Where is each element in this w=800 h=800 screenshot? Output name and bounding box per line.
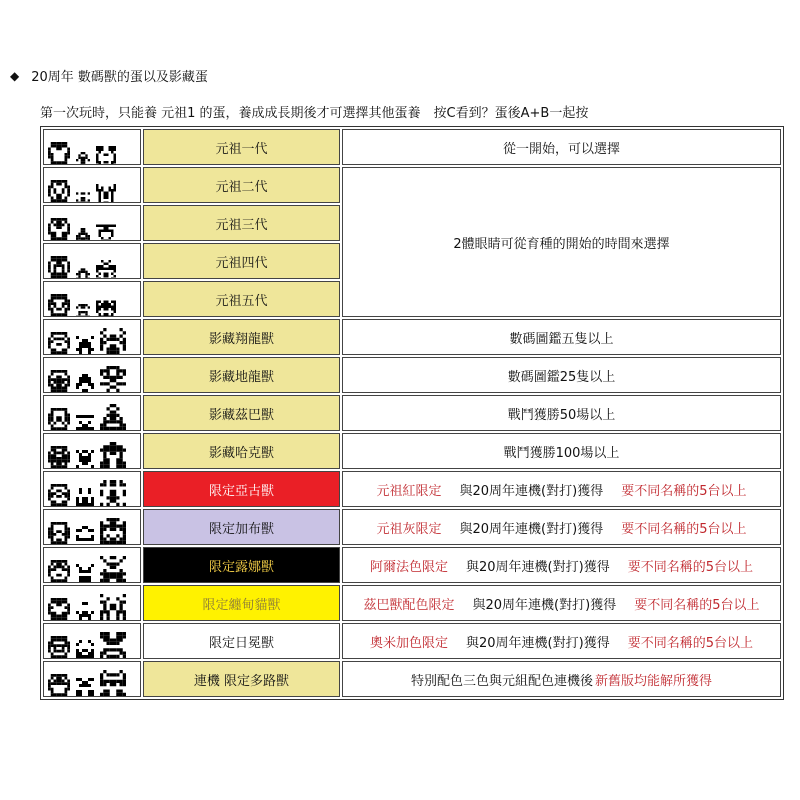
- color-limit: 阿爾法色限定: [370, 559, 449, 575]
- unlock-condition: [342, 661, 781, 697]
- egg-sprite-icon: [48, 674, 70, 696]
- in-training-digimon-icon: [96, 146, 116, 164]
- digimon-sprites: [44, 472, 140, 506]
- unlock-condition: 從一開始，可以選擇: [342, 129, 781, 165]
- sprite-cell: [43, 129, 141, 165]
- requirement: 要不同名稱的5台以上: [621, 483, 747, 499]
- baby-digimon-icon: [76, 564, 94, 582]
- in-training-digimon-icon: [100, 442, 126, 468]
- in-training-digimon-icon: [100, 556, 126, 582]
- link-method: 特別配色三色與元組配色連機後: [410, 673, 593, 689]
- egg-name: 限定亞古獸: [143, 471, 340, 507]
- digimon-sprites: [44, 206, 140, 240]
- in-training-digimon-icon: [96, 260, 116, 278]
- digimon-sprites: [44, 510, 140, 544]
- egg-name: 限定加布獸: [143, 509, 340, 545]
- egg-name: 元祖一代: [143, 129, 340, 165]
- digimon-sprites: [44, 130, 140, 164]
- digimon-sprites: [44, 586, 140, 620]
- baby-digimon-icon: [76, 678, 94, 696]
- baby-digimon-icon: [76, 640, 94, 658]
- baby-digimon-icon: [76, 304, 90, 316]
- egg-sprite-icon: [48, 446, 70, 468]
- table-row: [43, 509, 781, 545]
- digimon-sprites: [44, 396, 140, 430]
- link-method: 與20周年連機(對打)獲得: [466, 559, 610, 575]
- egg-name: 元祖四代: [143, 243, 340, 279]
- sprite-cell: [43, 433, 141, 469]
- baby-digimon-icon: [76, 412, 94, 430]
- table-row: [43, 547, 781, 583]
- baby-digimon-icon: [76, 488, 94, 506]
- egg-sprite-icon: [48, 142, 70, 164]
- in-training-digimon-icon: [96, 184, 116, 202]
- color-limit: 奧米加色限定: [370, 635, 449, 651]
- diamond-bullet-icon: ◆: [10, 68, 20, 83]
- unlock-condition: 數碼圖鑑五隻以上: [342, 319, 781, 355]
- digimon-sprites: [44, 282, 140, 316]
- digimon-sprites: [44, 320, 140, 354]
- table-row: [43, 395, 781, 431]
- in-training-digimon-icon: [96, 222, 116, 240]
- table-row: [43, 357, 781, 393]
- digimon-sprites: [44, 434, 140, 468]
- in-training-digimon-icon: [100, 670, 126, 696]
- egg-name: 元祖三代: [143, 205, 340, 241]
- sprite-cell: [43, 205, 141, 241]
- egg-sprite-icon: [48, 256, 70, 278]
- egg-name: 影藏地龍獸: [143, 357, 340, 393]
- link-method: 與20周年連機(對打)獲得: [472, 597, 617, 613]
- sprite-cell: [43, 357, 141, 393]
- sprite-cell: [43, 623, 141, 659]
- baby-digimon-icon: [76, 602, 94, 620]
- sprite-cell: [43, 471, 141, 507]
- table-row: [43, 585, 781, 621]
- baby-digimon-icon: [76, 526, 94, 544]
- unlock-condition: 戰鬥獲勝100場以上: [342, 433, 781, 469]
- sprite-cell: [43, 395, 141, 431]
- egg-name: 限定日冕獸: [143, 623, 340, 659]
- in-training-digimon-icon: [100, 632, 126, 658]
- digimon-sprites: [44, 168, 140, 202]
- link-method: 與20周年連機(對打)獲得: [459, 483, 604, 499]
- table-row: [43, 433, 781, 469]
- table-row: [43, 661, 781, 697]
- unlock-condition: 數碼圖鑑25隻以上: [342, 357, 781, 393]
- requirement: 要不同名稱的5台以上: [627, 559, 753, 575]
- egg-sprite-icon: [48, 560, 70, 582]
- egg-sprite-icon: [48, 294, 70, 316]
- in-training-digimon-icon: [100, 518, 126, 544]
- unlock-condition: [342, 509, 781, 545]
- digimon-sprites: [44, 624, 140, 658]
- egg-name: 元祖五代: [143, 281, 340, 317]
- page-subtitle: 第一次玩時，只能養 元祖1 的蛋，養成成長期後才可選擇其他蛋養 按C看到？蛋後A+B一起按: [40, 106, 589, 121]
- egg-sprite-icon: [48, 522, 70, 544]
- in-training-digimon-icon: [100, 480, 126, 506]
- egg-sprite-icon: [48, 370, 70, 392]
- color-limit: 元祖灰限定: [376, 521, 442, 537]
- egg-name: 連機 限定多路獸: [143, 661, 340, 697]
- digimon-sprites: [44, 358, 140, 392]
- requirement: 要不同名稱的5台以上: [634, 597, 760, 613]
- egg-name: 限定纏甸貓獸: [143, 585, 340, 621]
- baby-digimon-icon: [76, 336, 94, 354]
- sprite-cell: [43, 243, 141, 279]
- digimon-sprites: [44, 548, 140, 582]
- baby-digimon-icon: [76, 450, 94, 468]
- sprite-cell: [43, 319, 141, 355]
- color-limit: 茲巴獸配色限定: [363, 597, 455, 613]
- in-training-digimon-icon: [100, 328, 126, 354]
- unlock-condition: [342, 623, 781, 659]
- egg-sprite-icon: [48, 408, 70, 430]
- egg-table: [40, 126, 784, 700]
- table-row: [43, 471, 781, 507]
- baby-digimon-icon: [76, 266, 90, 278]
- egg-name: 影藏茲巴獸: [143, 395, 340, 431]
- baby-digimon-icon: [76, 374, 94, 392]
- requirement: 要不同名稱的5台以上: [621, 521, 747, 537]
- sprite-cell: [43, 585, 141, 621]
- digimon-sprites: [44, 244, 140, 278]
- egg-sprite-icon: [48, 598, 70, 620]
- in-training-digimon-icon: [100, 366, 126, 392]
- in-training-digimon-icon: [96, 298, 116, 316]
- egg-sprite-icon: [48, 484, 70, 506]
- unlock-condition: 2體眼睛可從育種的開始的時間來選擇: [342, 167, 781, 317]
- egg-sprite-icon: [48, 180, 70, 202]
- baby-digimon-icon: [76, 228, 90, 240]
- egg-sprite-icon: [48, 332, 70, 354]
- unlock-condition: [342, 585, 781, 621]
- in-training-digimon-icon: [100, 404, 126, 430]
- page-title: 20周年 數碼獸的蛋以及影藏蛋: [31, 70, 208, 85]
- unlock-condition: 戰鬥獲勝50場以上: [342, 395, 781, 431]
- egg-name: 限定露娜獸: [143, 547, 340, 583]
- sprite-cell: [43, 547, 141, 583]
- color-limit: 元祖紅限定: [376, 483, 442, 499]
- link-method: 與20周年連機(對打)獲得: [459, 521, 604, 537]
- table-row: [43, 319, 781, 355]
- baby-digimon-icon: [76, 190, 90, 202]
- unlock-condition: [342, 471, 781, 507]
- sprite-cell: [43, 661, 141, 697]
- page-heading: [10, 66, 208, 85]
- table-row: [43, 623, 781, 659]
- table-row: [43, 129, 781, 165]
- egg-sprite-icon: [48, 218, 70, 240]
- link-method: 與20周年連機(對打)獲得: [466, 635, 610, 651]
- sprite-cell: [43, 281, 141, 317]
- sprite-cell: [43, 167, 141, 203]
- requirement: 新舊版均能解所獲得: [595, 673, 713, 689]
- egg-name: 影藏哈克獸: [143, 433, 340, 469]
- egg-sprite-icon: [48, 636, 70, 658]
- egg-name: 影藏翔龍獸: [143, 319, 340, 355]
- unlock-condition: [342, 547, 781, 583]
- baby-digimon-icon: [76, 152, 90, 164]
- egg-name: 元祖二代: [143, 167, 340, 203]
- digimon-sprites: [44, 662, 140, 696]
- requirement: 要不同名稱的5台以上: [627, 635, 753, 651]
- sprite-cell: [43, 509, 141, 545]
- in-training-digimon-icon: [100, 594, 126, 620]
- table-row: [43, 167, 781, 203]
